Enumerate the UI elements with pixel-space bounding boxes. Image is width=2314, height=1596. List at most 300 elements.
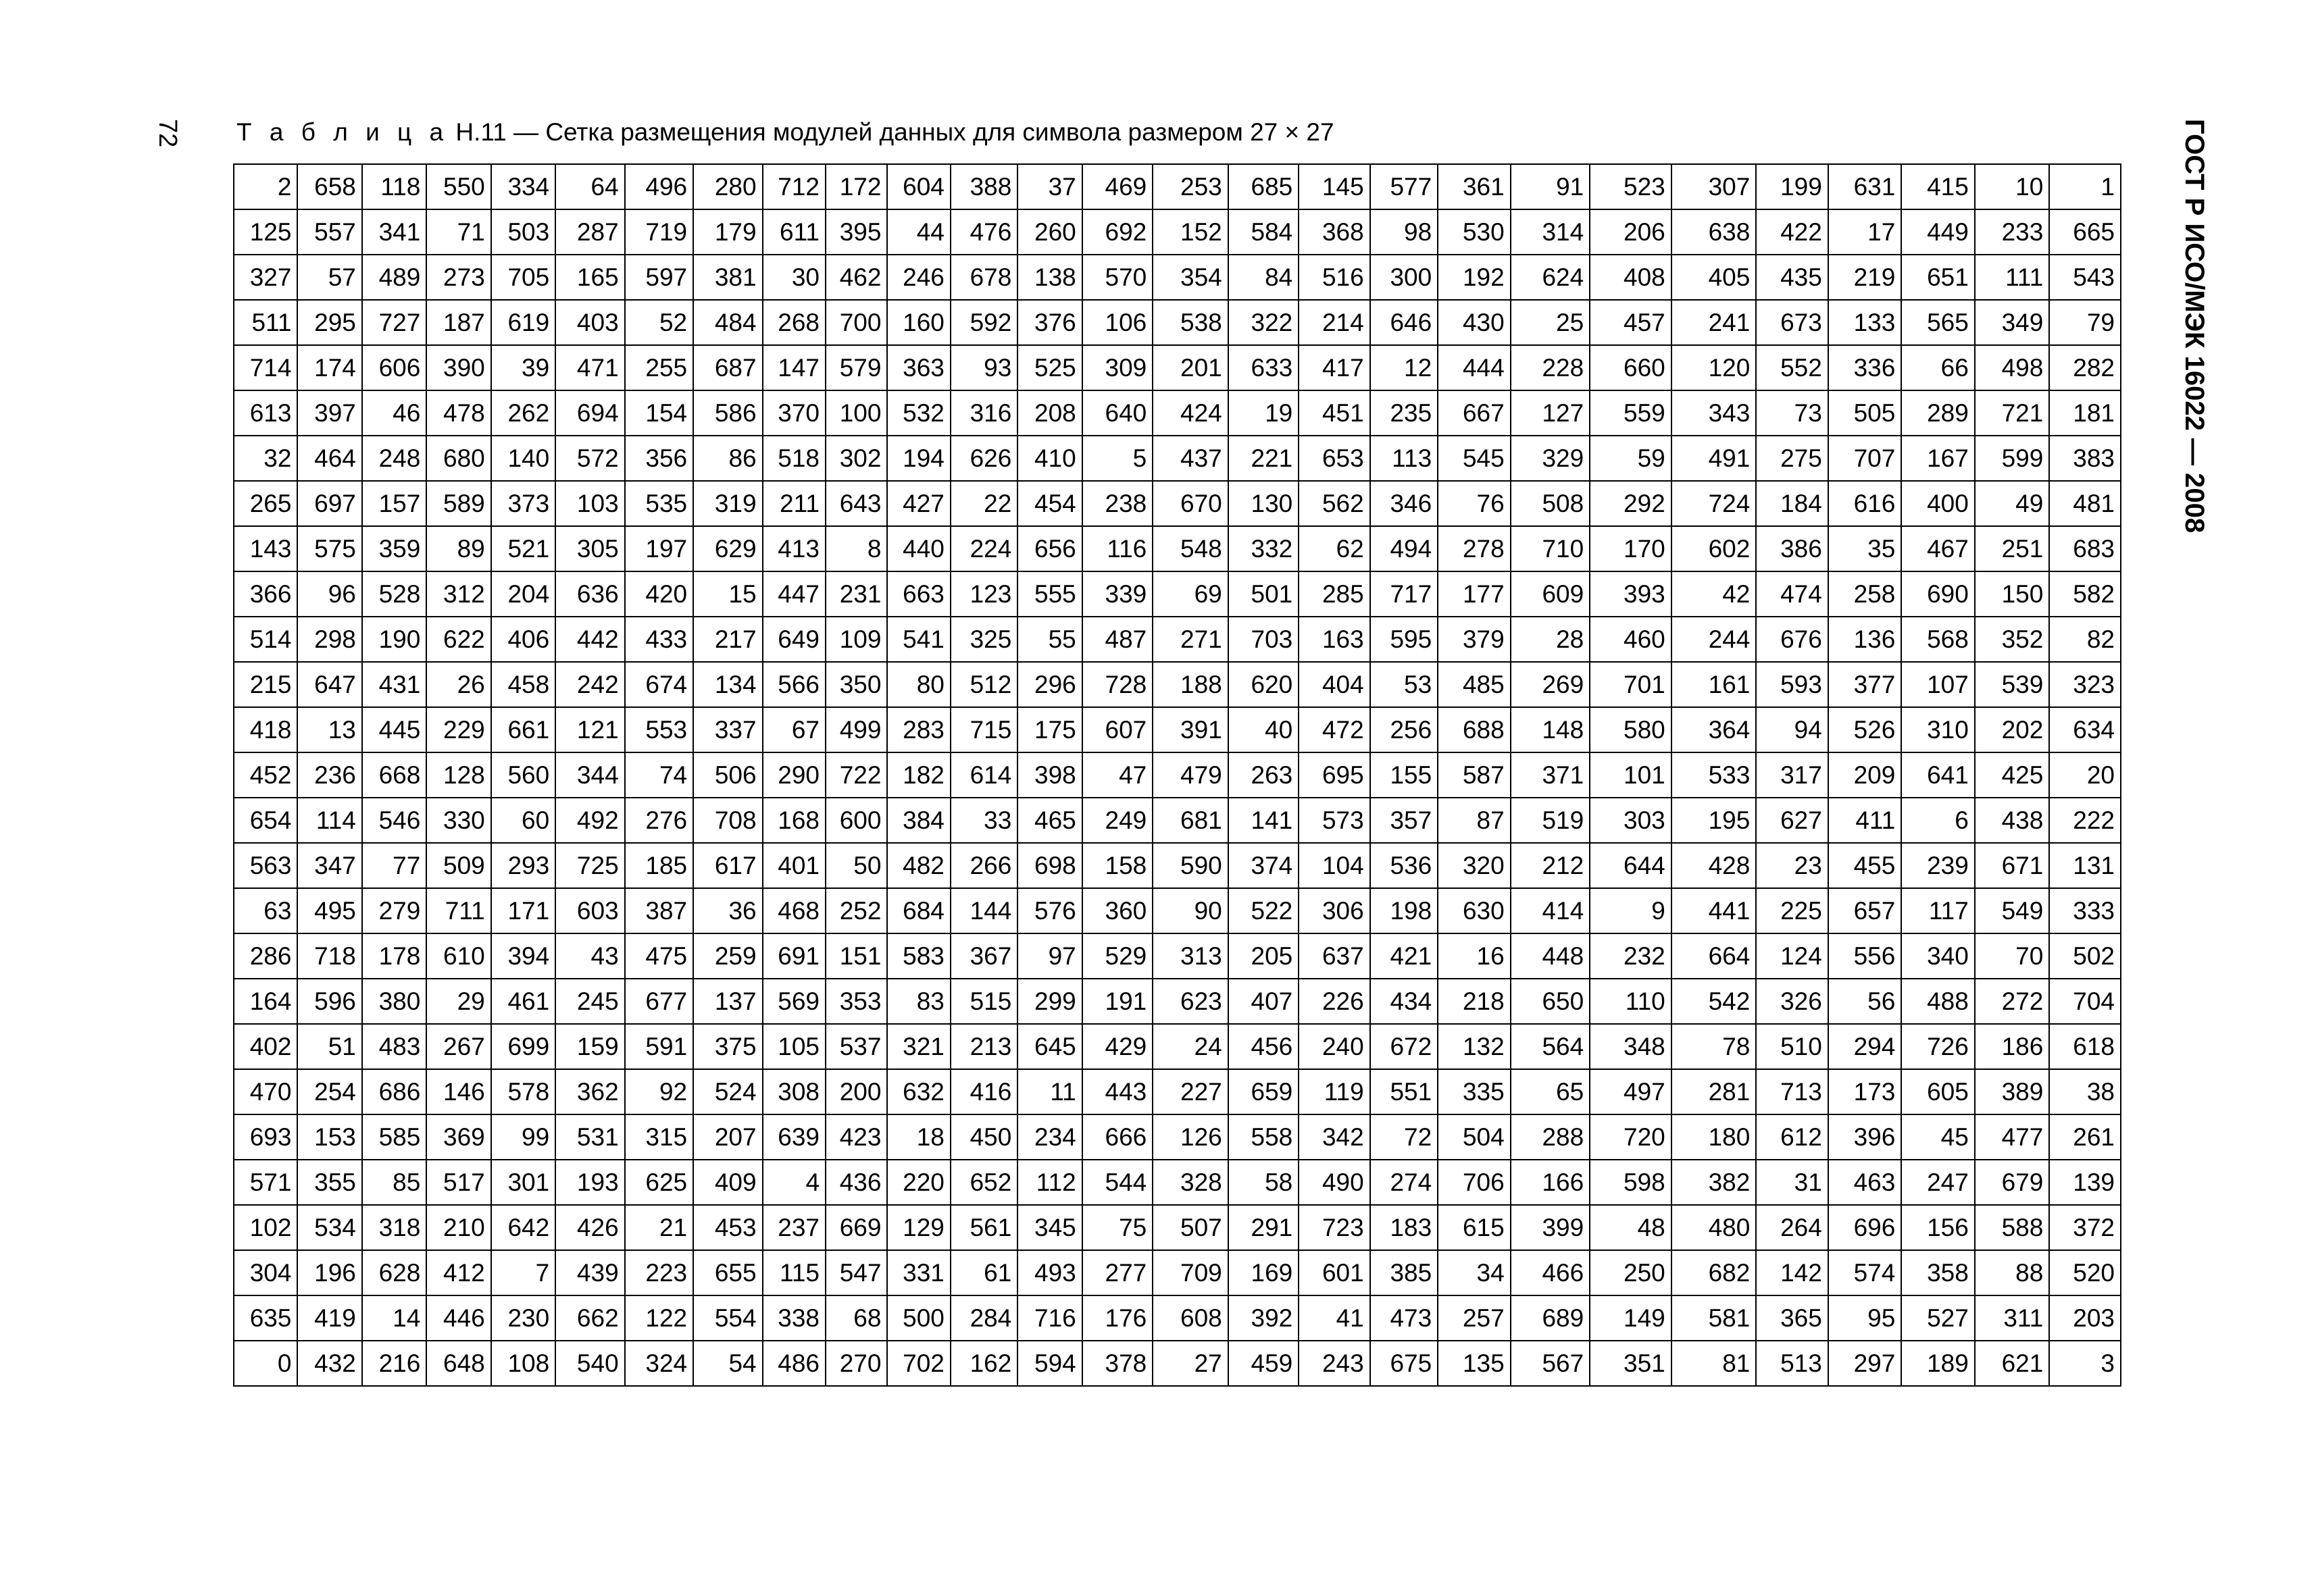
table-cell: 162 [951,1341,1017,1386]
table-cell: 524 [693,1069,762,1114]
table-cell: 533 [1671,752,1757,798]
table-cell: 486 [763,1341,826,1386]
table-cell: 686 [362,1069,426,1114]
table-cell: 728 [1082,662,1153,707]
table-cell: 212 [1511,843,1590,888]
table-cell: 538 [1153,300,1228,345]
table-cell: 320 [1438,843,1511,888]
table-cell: 138 [1017,255,1082,300]
table-cell: 701 [1590,662,1671,707]
table-cell: 127 [1511,390,1590,436]
table-cell: 563 [234,843,297,888]
table-cell: 541 [887,617,950,662]
table-cell: 530 [1438,209,1511,255]
table-cell: 349 [1975,300,2050,345]
table-row [234,209,2121,255]
table-cell: 65 [1511,1069,1590,1114]
table-cell: 188 [1153,662,1228,707]
table-cell: 574 [1828,1250,1902,1295]
table-cell: 632 [887,1069,950,1114]
table-cell: 415 [1901,164,1975,209]
table-cell: 160 [887,300,950,345]
table-cell: 562 [1299,481,1369,526]
table-row [234,707,2121,752]
table-cell: 267 [426,1024,491,1069]
table-cell: 568 [1901,617,1975,662]
table-cell: 279 [362,888,426,933]
table-cell: 383 [2049,436,2121,481]
table-cell: 548 [1153,526,1228,571]
table-cell: 482 [887,843,950,888]
table-cell: 274 [1370,1160,1438,1205]
table-cell: 69 [1153,571,1228,617]
table-cell: 90 [1153,888,1228,933]
table-cell: 653 [1299,436,1369,481]
table-cell: 693 [234,1114,297,1160]
table-cell: 509 [426,843,491,888]
table-cell: 495 [297,888,361,933]
table-cell: 123 [951,571,1017,617]
table-cell: 34 [1438,1250,1511,1295]
table-cell: 8 [826,526,887,571]
table-cell: 664 [1671,933,1757,979]
table-cell: 159 [555,1024,624,1069]
table-cell: 553 [625,707,693,752]
table-cell: 587 [1438,752,1511,798]
table-cell: 351 [1590,1341,1671,1386]
table-cell: 696 [1828,1205,1902,1250]
table-cell: 262 [491,390,555,436]
table-cell: 440 [887,526,950,571]
table-cell: 420 [625,571,693,617]
table-cell: 547 [826,1250,887,1295]
table-cell: 436 [826,1160,887,1205]
table-cell: 255 [625,345,693,390]
table-cell: 10 [1975,164,2050,209]
table-cell: 617 [693,843,762,888]
table-cell: 6 [1901,798,1975,843]
table-cell: 333 [2049,888,2121,933]
table-cell: 53 [1370,662,1438,707]
table-cell: 236 [297,752,361,798]
table-cell: 37 [1017,164,1082,209]
table-cell: 245 [555,979,624,1024]
table-cell: 86 [693,436,762,481]
table-cell: 528 [362,571,426,617]
table-cell: 560 [491,752,555,798]
table-cell: 100 [826,390,887,436]
table-cell: 353 [826,979,887,1024]
table-cell: 551 [1370,1069,1438,1114]
table-cell: 140 [491,436,555,481]
table-cell: 325 [951,617,1017,662]
table-cell: 205 [1228,933,1299,979]
table-cell: 350 [826,662,887,707]
table-cell: 689 [1511,1295,1590,1341]
table-cell: 611 [763,209,826,255]
table-cell: 221 [1228,436,1299,481]
table-cell: 19 [1228,390,1299,436]
table-cell: 413 [763,526,826,571]
table-cell: 638 [1671,209,1757,255]
table-cell: 128 [426,752,491,798]
table-cell: 609 [1511,571,1590,617]
table-cell: 177 [1438,571,1511,617]
page-number: 72 [153,119,182,148]
table-cell: 217 [693,617,762,662]
table-cell: 455 [1828,843,1902,888]
table-cell: 526 [1828,707,1902,752]
table-cell: 622 [426,617,491,662]
table-cell: 7 [491,1250,555,1295]
table-cell: 427 [887,481,950,526]
table-cell: 58 [1228,1160,1299,1205]
table-cell: 79 [2049,300,2121,345]
table-cell: 180 [1671,1114,1757,1160]
table-cell: 131 [2049,843,2121,888]
table-cell: 492 [555,798,624,843]
table-cell: 649 [763,617,826,662]
table-cell: 67 [763,707,826,752]
table-cell: 569 [763,979,826,1024]
table-cell: 682 [1671,1250,1757,1295]
table-cell: 241 [1671,300,1757,345]
table-cell: 400 [1901,481,1975,526]
table-cell: 324 [625,1341,693,1386]
table-cell: 281 [1671,1069,1757,1114]
table-row [234,390,2121,436]
table-cell: 224 [951,526,1017,571]
table-cell: 676 [1756,617,1828,662]
table-cell: 297 [1828,1341,1902,1386]
table-cell: 678 [951,255,1017,300]
table-cell: 348 [1590,1024,1671,1069]
table-cell: 374 [1228,843,1299,888]
table-cell: 47 [1082,752,1153,798]
table-cell: 256 [1370,707,1438,752]
table-cell: 248 [362,436,426,481]
table-cell: 246 [887,255,950,300]
table-cell: 220 [887,1160,950,1205]
table-cell: 293 [491,843,555,888]
table-cell: 298 [297,617,361,662]
table-cell: 336 [1828,345,1902,390]
table-cell: 21 [625,1205,693,1250]
table-cell: 525 [1017,345,1082,390]
table-cell: 156 [1901,1205,1975,1250]
table-cell: 202 [1975,707,2050,752]
table-cell: 518 [763,436,826,481]
table-cell: 216 [362,1341,426,1386]
table-cell: 624 [1511,255,1590,300]
table-cell: 410 [1017,436,1082,481]
table-cell: 561 [951,1205,1017,1250]
table-cell: 229 [426,707,491,752]
table-cell: 442 [555,617,624,662]
table-cell: 189 [1901,1341,1975,1386]
table-cell: 637 [1299,933,1369,979]
table-cell: 593 [1756,662,1828,707]
table-cell: 621 [1975,1341,2050,1386]
table-cell: 435 [1756,255,1828,300]
table-cell: 725 [555,843,624,888]
table-cell: 204 [491,571,555,617]
table-cell: 359 [362,526,426,571]
table-cell: 385 [1370,1250,1438,1295]
table-cell: 214 [1299,300,1369,345]
table-cell: 145 [1299,164,1369,209]
table-cell: 99 [491,1114,555,1160]
table-cell: 546 [362,798,426,843]
table-cell: 564 [1511,1024,1590,1069]
table-cell: 29 [426,979,491,1024]
table-cell: 426 [555,1205,624,1250]
table-cell: 434 [1370,979,1438,1024]
table-cell: 394 [491,933,555,979]
table-cell: 25 [1511,300,1590,345]
table-cell: 578 [491,1069,555,1114]
table-row [234,526,2121,571]
table-cell: 57 [297,255,361,300]
table-cell: 543 [2049,255,2121,300]
table-cell: 717 [1370,571,1438,617]
table-cell: 273 [426,255,491,300]
table-cell: 277 [1082,1250,1153,1295]
table-cell: 73 [1756,390,1828,436]
table-cell: 358 [1901,1250,1975,1295]
table-cell: 425 [1975,752,2050,798]
table-cell: 175 [1017,707,1082,752]
table-cell: 641 [1901,752,1975,798]
table-cell: 317 [1756,752,1828,798]
table-cell: 20 [2049,752,2121,798]
table-cell: 491 [1671,436,1757,481]
table-cell: 694 [555,390,624,436]
table-row [234,1341,2121,1386]
table-cell: 129 [887,1205,950,1250]
table-cell: 51 [297,1024,361,1069]
table-row [234,1295,2121,1341]
table-cell: 346 [1370,481,1438,526]
table-cell: 87 [1438,798,1511,843]
table-cell: 77 [362,843,426,888]
table-cell: 328 [1153,1160,1228,1205]
table-cell: 512 [951,662,1017,707]
table-cell: 388 [951,164,1017,209]
table-cell: 379 [1438,617,1511,662]
table-cell: 345 [1017,1205,1082,1250]
table-cell: 52 [625,300,693,345]
table-cell: 673 [1756,300,1828,345]
table-cell: 444 [1438,345,1511,390]
table-cell: 315 [625,1114,693,1160]
table-cell: 711 [426,888,491,933]
table-cell: 687 [693,345,762,390]
table-cell: 559 [1590,390,1671,436]
table-cell: 354 [1153,255,1228,300]
table-cell: 170 [1590,526,1671,571]
table-cell: 498 [1975,345,2050,390]
table-cell: 41 [1299,1295,1369,1341]
table-cell: 137 [693,979,762,1024]
table-cell: 488 [1901,979,1975,1024]
table-cell: 589 [426,481,491,526]
table-cell: 709 [1153,1250,1228,1295]
table-cell: 377 [1828,662,1902,707]
table-cell: 101 [1590,752,1671,798]
table-cell: 206 [1590,209,1671,255]
table-cell: 549 [1975,888,2050,933]
table-cell: 521 [491,526,555,571]
table-cell: 590 [1153,843,1228,888]
table-cell: 408 [1590,255,1671,300]
table-cell: 581 [1671,1295,1757,1341]
table-cell: 380 [362,979,426,1024]
table-cell: 390 [426,345,491,390]
table-cell: 668 [362,752,426,798]
table-cell: 674 [625,662,693,707]
table-cell: 338 [763,1295,826,1341]
table-cell: 588 [1975,1205,2050,1250]
table-cell: 461 [491,979,555,1024]
table-cell: 406 [491,617,555,662]
table-cell: 313 [1153,933,1228,979]
table-cell: 235 [1370,390,1438,436]
table-cell: 677 [625,979,693,1024]
table-cell: 579 [826,345,887,390]
table-cell: 456 [1228,1024,1299,1069]
table-cell: 391 [1153,707,1228,752]
table-cell: 643 [826,481,887,526]
table-row [234,662,2121,707]
table-cell: 231 [826,571,887,617]
table-cell: 627 [1756,798,1828,843]
table-cell: 95 [1828,1295,1902,1341]
table-cell: 369 [426,1114,491,1160]
table-cell: 604 [887,164,950,209]
table-cell: 727 [362,300,426,345]
table-cell: 45 [1901,1114,1975,1160]
table-cell: 628 [362,1250,426,1295]
table-cell: 2 [234,164,297,209]
table-cell: 24 [1153,1024,1228,1069]
table-cell: 136 [1828,617,1902,662]
table-cell: 207 [693,1114,762,1160]
table-cell: 454 [1017,481,1082,526]
table-cell: 331 [887,1250,950,1295]
table-cell: 222 [2049,798,2121,843]
table-cell: 132 [1438,1024,1511,1069]
table-cell: 477 [1975,1114,2050,1160]
table-cell: 443 [1082,1069,1153,1114]
table-row [234,933,2121,979]
table-cell: 485 [1438,662,1511,707]
table-cell: 93 [951,345,1017,390]
table-cell: 289 [1901,390,1975,436]
table-cell: 210 [426,1205,491,1250]
table-caption-label: Т а б л и ц а [236,118,449,146]
table-cell: 153 [297,1114,361,1160]
table-cell: 496 [625,164,693,209]
table-cell: 282 [2049,345,2121,390]
table-cell: 660 [1590,345,1671,390]
table-cell: 330 [426,798,491,843]
table-cell: 247 [1901,1160,1975,1205]
table-row [234,436,2121,481]
table-cell: 4 [763,1160,826,1205]
table-cell: 355 [297,1160,361,1205]
table-cell: 253 [1153,164,1228,209]
table-cell: 312 [426,571,491,617]
table-cell: 16 [1438,933,1511,979]
table-cell: 38 [2049,1069,2121,1114]
table-cell: 516 [1299,255,1369,300]
table-cell: 190 [362,617,426,662]
table-cell: 504 [1438,1114,1511,1160]
table-cell: 497 [1590,1069,1671,1114]
table-cell: 187 [426,300,491,345]
table-cell: 114 [297,798,361,843]
table-cell: 392 [1228,1295,1299,1341]
table-cell: 234 [1017,1114,1082,1160]
table-cell: 233 [1975,209,2050,255]
table-cell: 250 [1590,1250,1671,1295]
table-cell: 193 [555,1160,624,1205]
table-cell: 423 [826,1114,887,1160]
table-cell: 419 [297,1295,361,1341]
table-cell: 510 [1756,1024,1828,1069]
table-cell: 335 [1438,1069,1511,1114]
table-cell: 532 [887,390,950,436]
table-cell: 59 [1590,436,1671,481]
table-cell: 479 [1153,752,1228,798]
table-cell: 275 [1756,436,1828,481]
table-cell: 688 [1438,707,1511,752]
table-cell: 201 [1153,345,1228,390]
table-cell: 489 [362,255,426,300]
table-cell: 520 [2049,1250,2121,1295]
table-cell: 438 [1975,798,2050,843]
table-cell: 431 [362,662,426,707]
table-cell: 712 [763,164,826,209]
table-cell: 480 [1671,1205,1757,1250]
table-cell: 601 [1299,1250,1369,1295]
table-cell: 697 [297,481,361,526]
table-cell: 647 [297,662,361,707]
table-cell: 675 [1370,1341,1438,1386]
table-cell: 179 [693,209,762,255]
table-cell: 570 [1082,255,1153,300]
table-cell: 171 [491,888,555,933]
table-cell: 288 [1511,1114,1590,1160]
table-cell: 659 [1228,1069,1299,1114]
table-cell: 596 [297,979,361,1024]
table-cell: 257 [1438,1295,1511,1341]
table-cell: 314 [1511,209,1590,255]
table-cell: 416 [951,1069,1017,1114]
table-cell: 500 [887,1295,950,1341]
table-cell: 143 [234,526,297,571]
table-cell: 119 [1299,1069,1369,1114]
table-cell: 265 [234,481,297,526]
table-cell: 669 [826,1205,887,1250]
table-cell: 142 [1756,1250,1828,1295]
table-cell: 242 [555,662,624,707]
table-cell: 185 [625,843,693,888]
table-cell: 27 [1153,1341,1228,1386]
table-cell: 667 [1438,390,1511,436]
table-cell: 511 [234,300,297,345]
